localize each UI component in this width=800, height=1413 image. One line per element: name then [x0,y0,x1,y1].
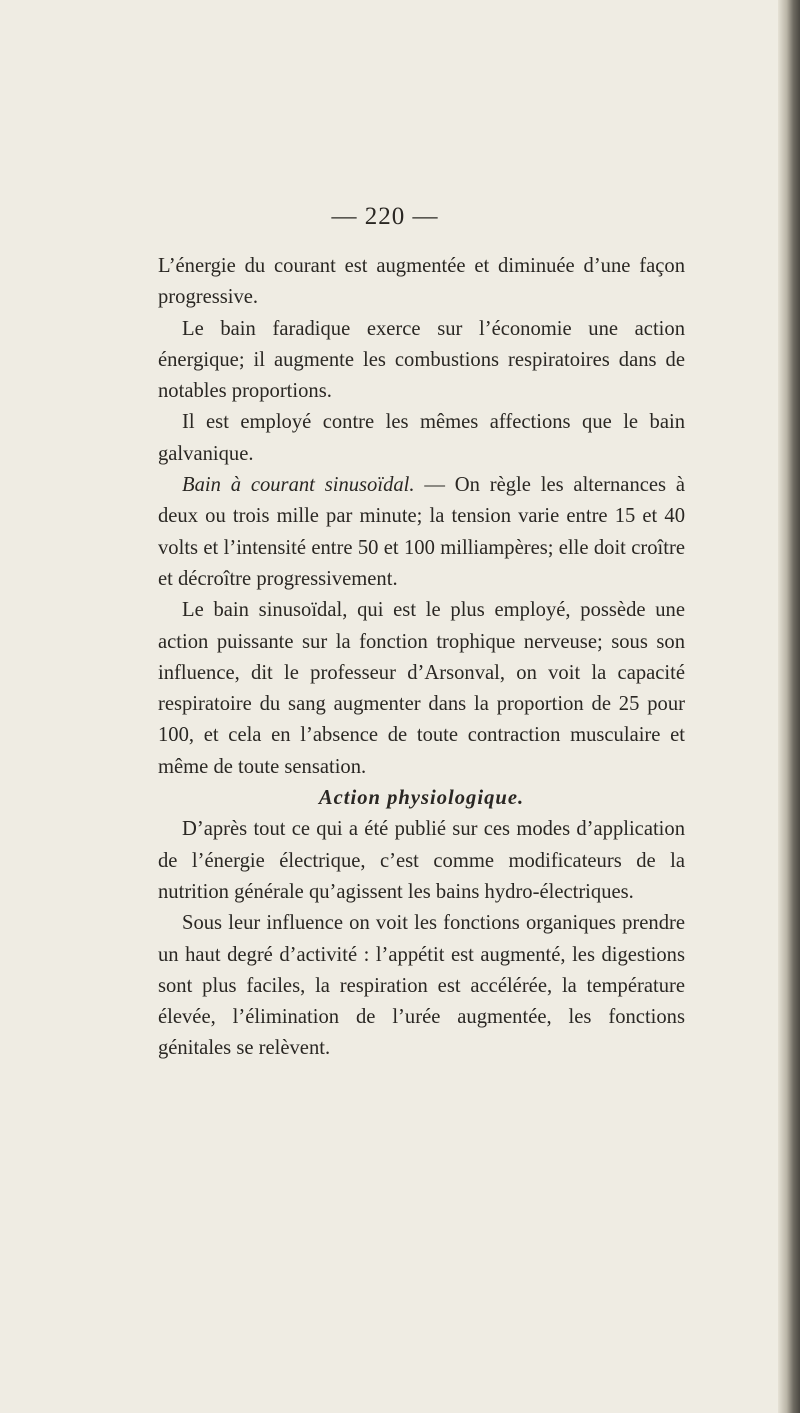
sinusoidal-text: — On règle les alternances à deux ou trois mille par minute; la tension varie entre 15 et 40 volts et l’intensité entre 50 et 100 milliampères; elle doit croître et décroître progressivement. [158,474,685,590]
sinusoidal-heading: Bain à courant sinusoïdal. [182,474,415,497]
page-number: — 220 — [331,203,439,230]
paragraph: D’après tout ce qui a été publié sur ces modes d’application de l’énergie électrique, c’est comme modificateurs de la nutrition générale qu’agissent les bains hydro-électriques. [158,818,685,903]
paragraph: Le bain faradique exerce sur l’économie une action énergique; il augmente les combustions respiratoires dans de notables proportions. [158,317,685,403]
paragraph: Sous leur influence on voit les fonctions organiques prendre un haut degré d’activité : l’appétit est augmenté, les digestions sont plus faciles, la respiration est accélérée, la température élevée, l’élimination de l’urée augmentée, les fonctions génitales se relèvent. [158,912,685,1060]
page-binding-edge [778,0,800,1413]
paragraph: Il est employé contre les mêmes affections que le bain galvanique. [158,411,685,465]
section-title: Action physiologique. [318,787,525,810]
paragraph: L’énergie du courant est augmentée et diminuée d’une façon progressive. [158,255,685,309]
paragraph: Le bain sinusoïdal, qui est le plus employé, possède une action puissante sur la fonction trophique nerveuse; sous son influence, dit le professeur d’Arsonval, on voit la capacité respiratoire du sang augmenter dans la proportion de 25 pour 100, et cela en l’absence de toute contraction musculaire et même de toute sensation. [158,599,685,778]
paragraph-sinusoidal [158,470,685,595]
body-text [158,251,685,1065]
